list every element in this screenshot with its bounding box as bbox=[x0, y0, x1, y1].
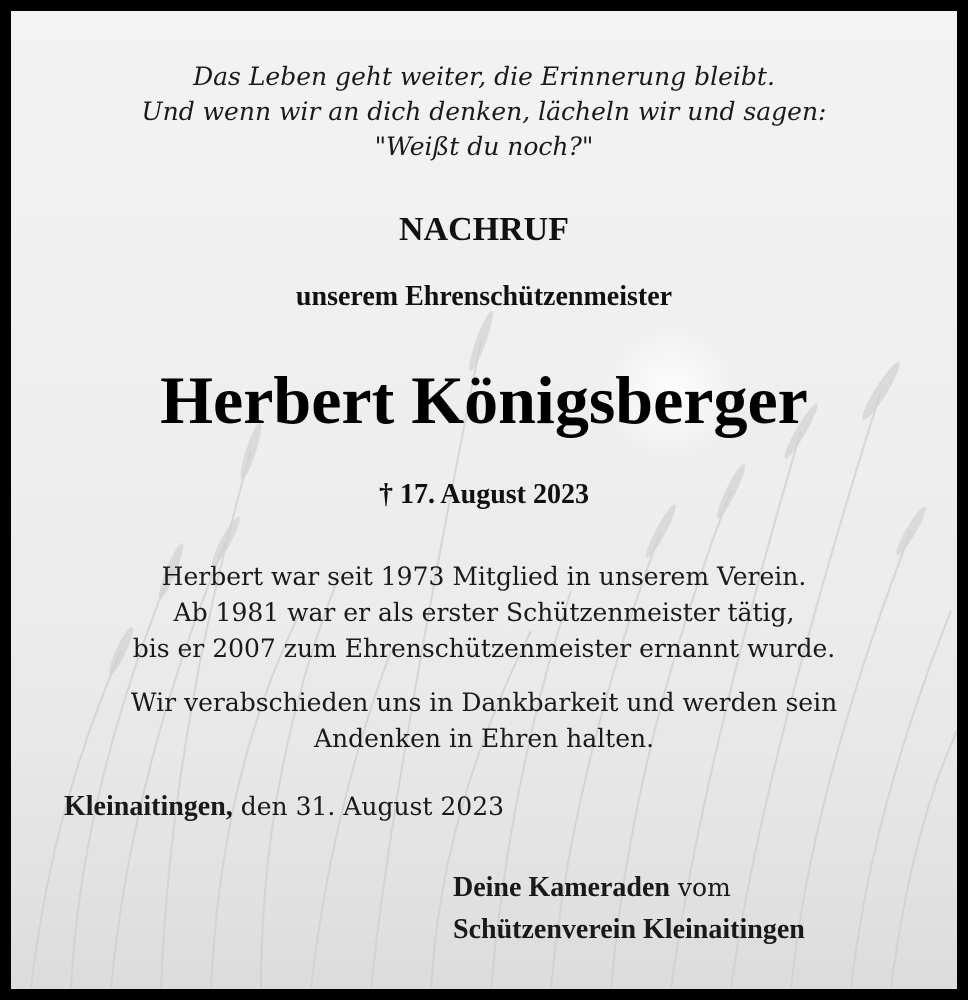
body-line-4: Wir verabschieden uns in Dankbarkeit und werden sein bbox=[130, 688, 838, 717]
dateline bbox=[64, 791, 504, 823]
body-paragraph-1 bbox=[11, 559, 957, 667]
signature-group: Deine Kameraden bbox=[453, 872, 670, 903]
body-line-3: bis er 2007 zum Ehrenschützenmeister ernannt wurde. bbox=[132, 634, 836, 663]
signature-connector: vom bbox=[669, 873, 731, 902]
quote bbox=[11, 59, 957, 164]
quote-line-1: Das Leben geht weiter, die Erinnerung bleibt. bbox=[193, 62, 775, 91]
body-line-5: Andenken in Ehren halten. bbox=[313, 724, 655, 753]
body-line-1: Herbert war seit 1973 Mitglied in unserem Verein. bbox=[161, 562, 807, 591]
dateline-place: Kleinaitingen, bbox=[64, 791, 233, 822]
subtitle: unserem Ehrenschützenmeister bbox=[295, 281, 673, 312]
signature bbox=[453, 867, 805, 951]
heading: NACHRUF bbox=[399, 211, 569, 248]
signature-line-1 bbox=[453, 867, 805, 909]
signature-line-2 bbox=[453, 909, 805, 951]
quote-line-2: Und wenn wir an dich denken, lächeln wir und sagen: bbox=[141, 97, 827, 126]
dateline-date: den 31. August 2023 bbox=[232, 792, 505, 821]
deceased-name: Herbert Königsberger bbox=[160, 362, 808, 438]
death-date: † 17. August 2023 bbox=[378, 479, 590, 510]
body-line-2: Ab 1981 war er als erster Schützenmeister tätig, bbox=[173, 598, 795, 627]
body-paragraph-2 bbox=[11, 685, 957, 757]
signature-club: Schützenverein Kleinaitingen bbox=[453, 914, 805, 945]
quote-line-3: "Weißt du noch?" bbox=[374, 132, 594, 161]
